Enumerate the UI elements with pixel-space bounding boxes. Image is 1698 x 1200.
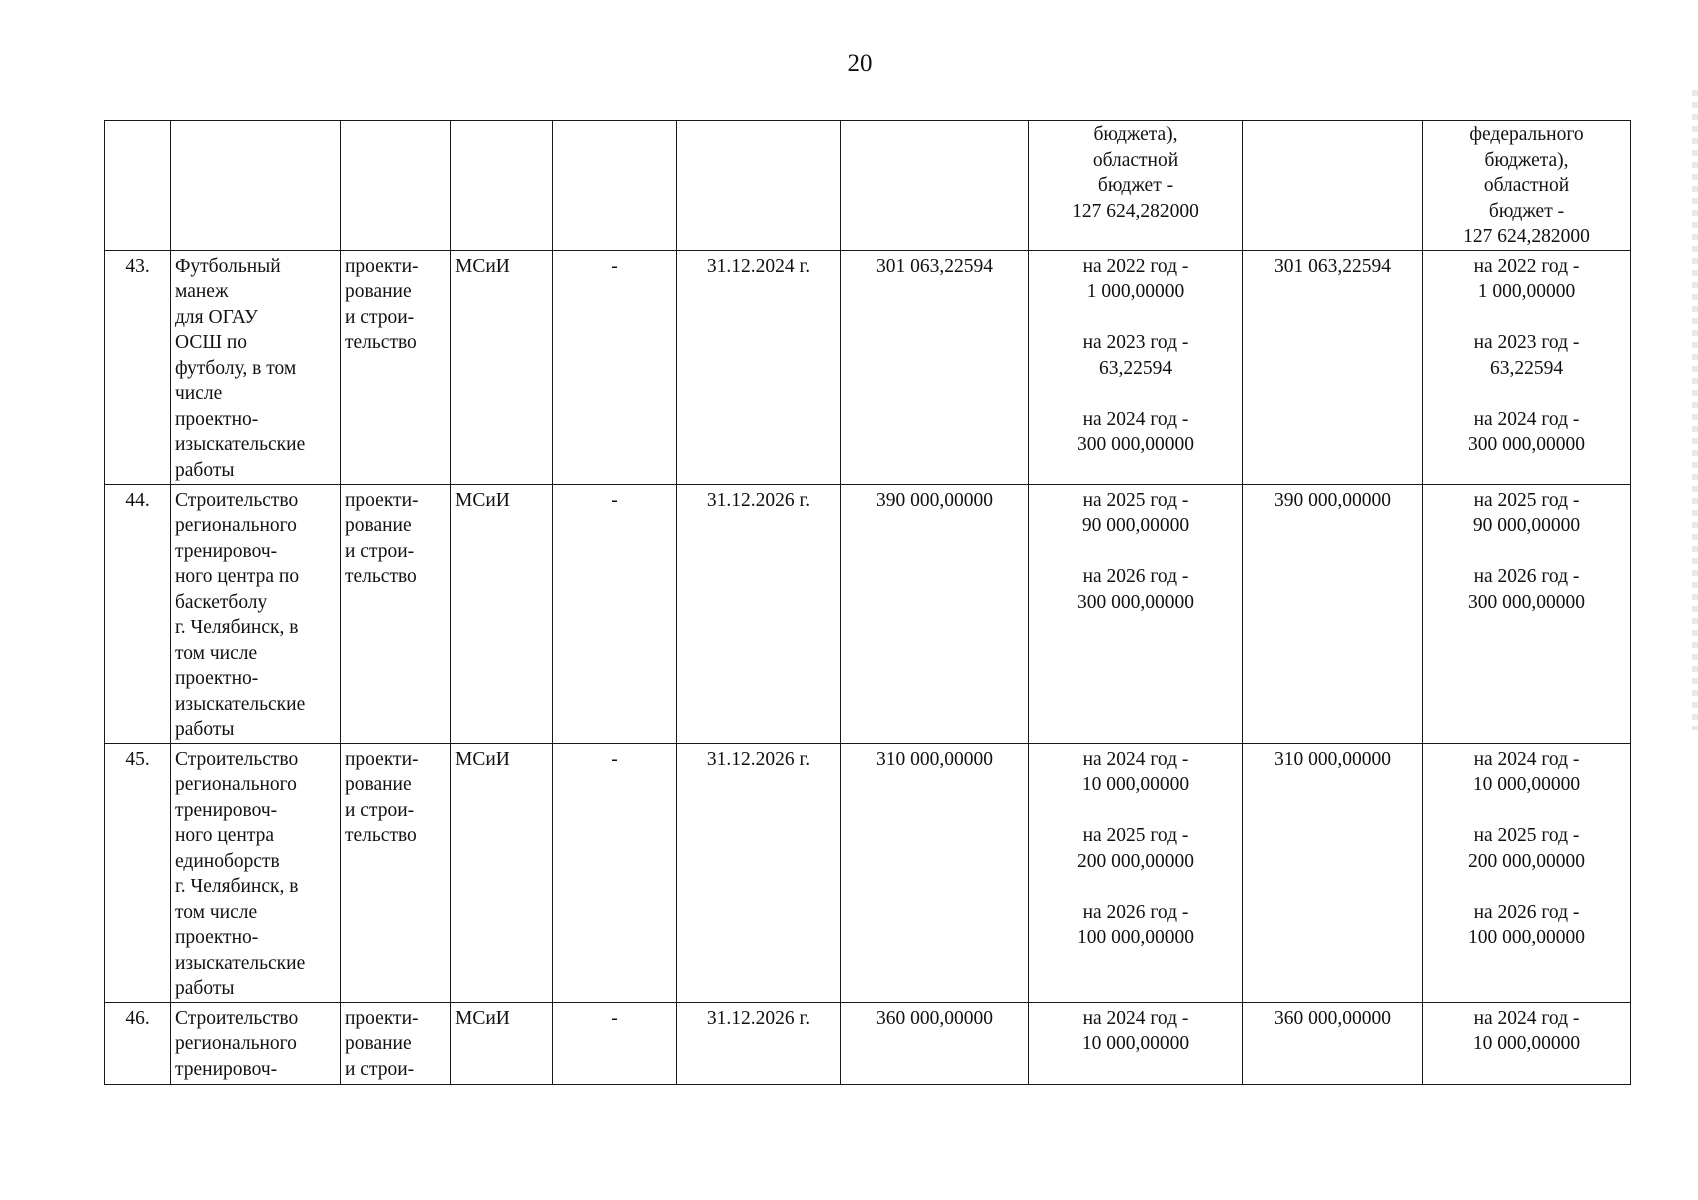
estimated-cost-2: 390 000,00000	[1243, 484, 1423, 743]
work-type: проекти- рование и строи- тельство	[341, 484, 451, 743]
financing-schedule-2: на 2024 год - 10 000,00000	[1423, 1002, 1631, 1084]
row-number: 45.	[105, 743, 171, 1002]
table-cell	[1243, 121, 1423, 251]
customer: МСиИ	[451, 743, 553, 1002]
estimated-cost-2: 301 063,22594	[1243, 250, 1423, 484]
capacity-dash: -	[553, 484, 677, 743]
row-number: 46.	[105, 1002, 171, 1084]
financing-schedule-2: на 2024 год - 10 000,00000 на 2025 год - 200 000,00000 на 2026 год - 100 000,00000	[1423, 743, 1631, 1002]
financing-schedule-2: на 2025 год - 90 000,00000 на 2026 год - 300 000,00000	[1423, 484, 1631, 743]
table-cell	[171, 121, 341, 251]
financing-schedule: на 2025 год - 90 000,00000 на 2026 год - 300 000,00000	[1029, 484, 1243, 743]
table-cell	[841, 121, 1029, 251]
work-type: проекти- рование и строи- тельство	[341, 743, 451, 1002]
estimated-cost: 310 000,00000	[841, 743, 1029, 1002]
work-type: проекти- рование и строи-	[341, 1002, 451, 1084]
table-row	[105, 484, 1631, 743]
financing-continuation: бюджета), областной бюджет - 127 624,282000	[1029, 121, 1243, 251]
object-name: Футбольный манеж для ОГАУ ОСШ по футболу, в том числе проектно- изыскательские работы	[171, 250, 341, 484]
table-cell	[105, 121, 171, 251]
capacity-dash: -	[553, 743, 677, 1002]
object-name: Строительство регионального тренировоч- ного центра единоборств г. Челябинск, в том числе проектно- изыскательские работы	[171, 743, 341, 1002]
capacity-dash: -	[553, 1002, 677, 1084]
table-row	[105, 1002, 1631, 1084]
estimated-cost-2: 360 000,00000	[1243, 1002, 1423, 1084]
table-row	[105, 743, 1631, 1002]
work-type: проекти- рование и строи- тельство	[341, 250, 451, 484]
table-row	[105, 250, 1631, 484]
deadline: 31.12.2026 г.	[677, 1002, 841, 1084]
deadline: 31.12.2024 г.	[677, 250, 841, 484]
table-cell	[451, 121, 553, 251]
objects-table	[104, 120, 1631, 1085]
financing-schedule: на 2024 год - 10 000,00000	[1029, 1002, 1243, 1084]
estimated-cost: 360 000,00000	[841, 1002, 1029, 1084]
table-cell	[553, 121, 677, 251]
continuation-row	[105, 121, 1631, 251]
estimated-cost: 390 000,00000	[841, 484, 1029, 743]
estimated-cost: 301 063,22594	[841, 250, 1029, 484]
deadline: 31.12.2026 г.	[677, 743, 841, 1002]
financing-schedule-2: на 2022 год - 1 000,00000 на 2023 год - 63,22594 на 2024 год - 300 000,00000	[1423, 250, 1631, 484]
scan-edge-artifact	[1692, 90, 1698, 730]
financing-continuation-2: федерального бюджета), областной бюджет - 127 624,282000	[1423, 121, 1631, 251]
object-name: Строительство регионального тренировоч-	[171, 1002, 341, 1084]
customer: МСиИ	[451, 484, 553, 743]
row-number: 43.	[105, 250, 171, 484]
estimated-cost-2: 310 000,00000	[1243, 743, 1423, 1002]
page-number: 20	[847, 50, 873, 77]
table-cell	[677, 121, 841, 251]
financing-schedule: на 2022 год - 1 000,00000 на 2023 год - 63,22594 на 2024 год - 300 000,00000	[1029, 250, 1243, 484]
customer: МСиИ	[451, 250, 553, 484]
table-cell	[341, 121, 451, 251]
deadline: 31.12.2026 г.	[677, 484, 841, 743]
capacity-dash: -	[553, 250, 677, 484]
object-name: Строительство регионального тренировоч- ного центра по баскетболу г. Челябинск, в том числе проектно- изыскательские работы	[171, 484, 341, 743]
row-number: 44.	[105, 484, 171, 743]
financing-schedule: на 2024 год - 10 000,00000 на 2025 год - 200 000,00000 на 2026 год - 100 000,00000	[1029, 743, 1243, 1002]
customer: МСиИ	[451, 1002, 553, 1084]
